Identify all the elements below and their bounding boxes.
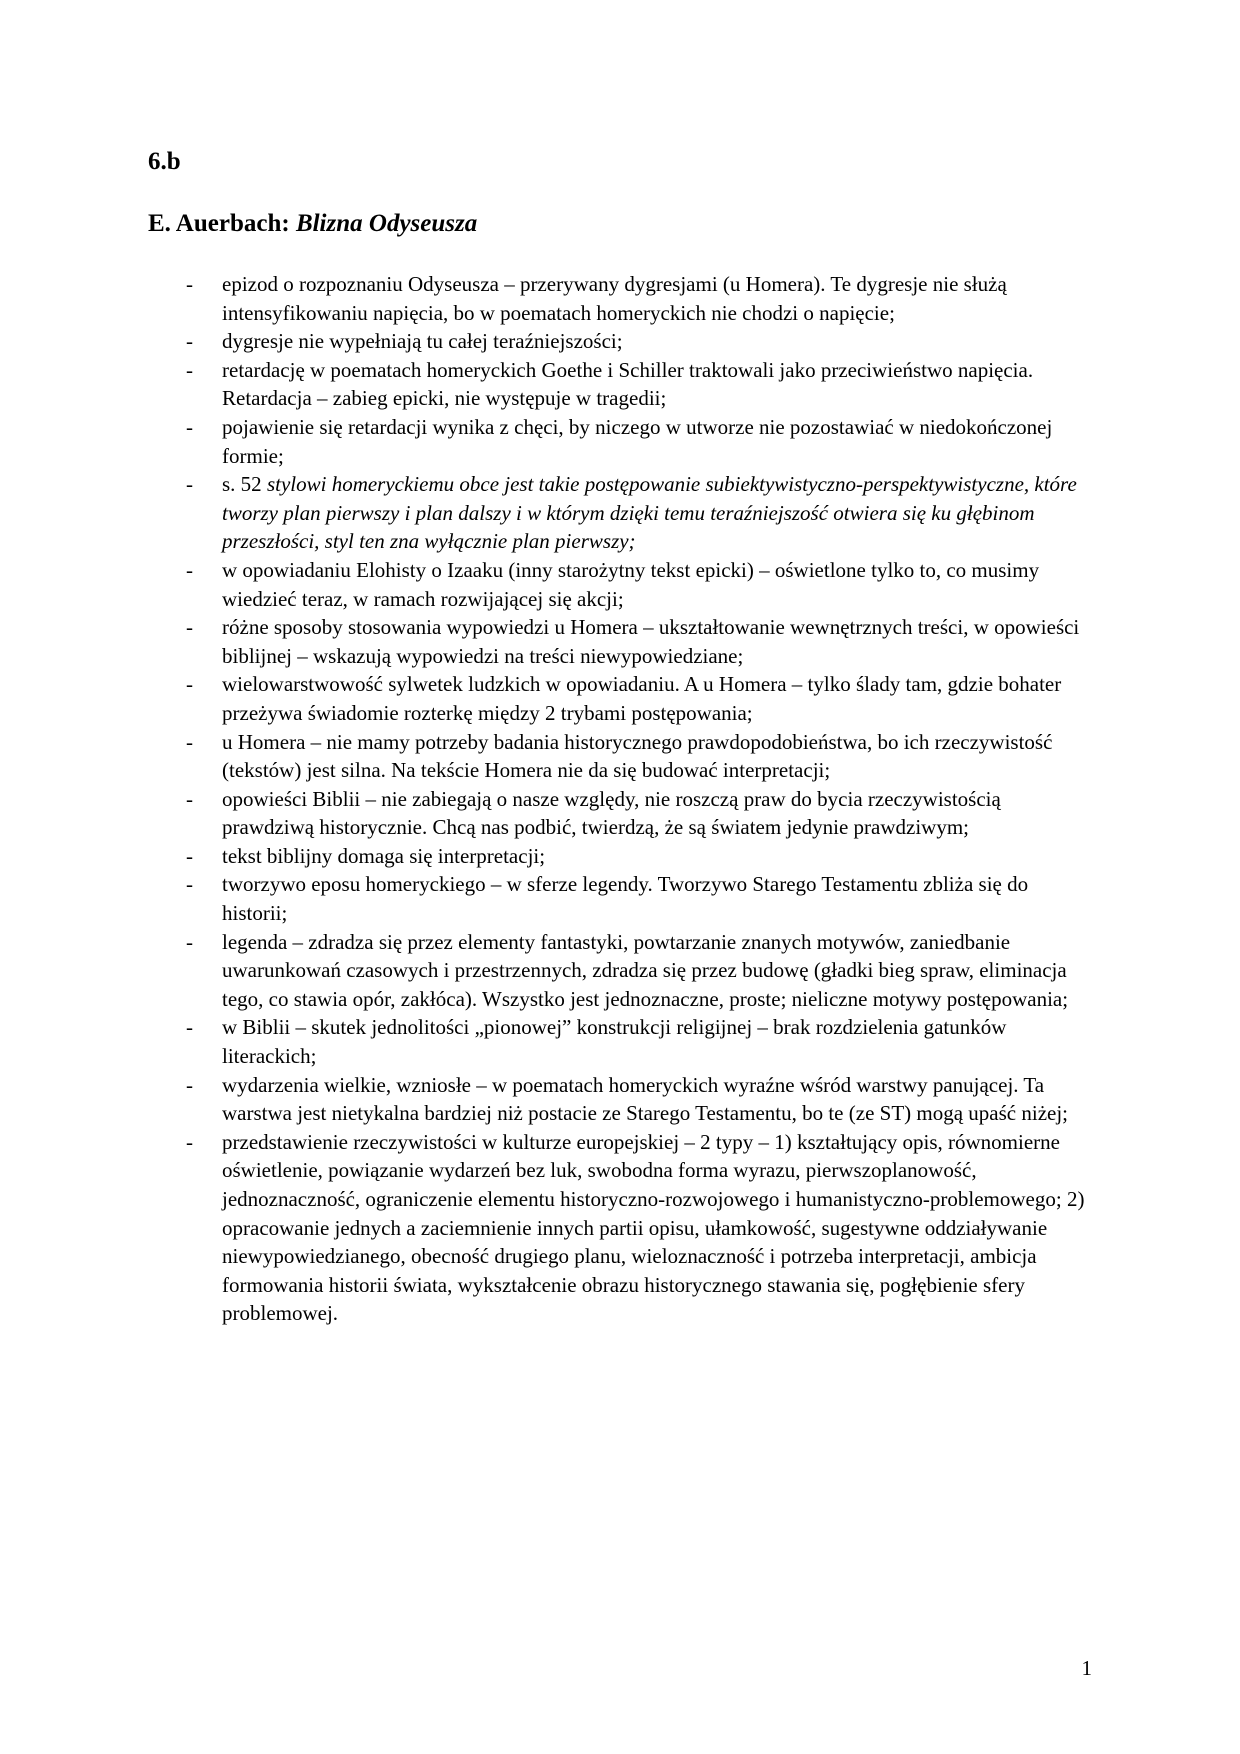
bullet-dash: - [186, 786, 193, 811]
list-item [186, 270, 1092, 327]
list-item-quote: stylowi homeryckiemu obce jest takie postępowanie subiektywistyczno-perspektywistyczne, które tworzy plan pierwszy i plan dalszy i w którym dzięki temu teraźniejszość otwiera się ku głębinom przeszłości, styl ten zna wyłącznie plan pierwszy; [222, 472, 1077, 554]
list-item [186, 1071, 1092, 1128]
list-item [186, 613, 1092, 670]
list-item-text: retardację w poematach homeryckich Goethe i Schiller traktowali jako przeciwieństwo napięcia. Retardacja – zabieg epicki, nie występuje w tragedii; [222, 357, 1034, 411]
list-item-text: tworzywo eposu homeryckiego – w sferze legendy. Tworzywo Starego Testamentu zbliża się do historii; [222, 872, 1029, 926]
list-item-text: dygresje nie wypełniają tu całej teraźniejszości; [222, 329, 623, 354]
bullet-dash: - [186, 843, 193, 868]
list-item-text: tekst biblijny domaga się interpretacji; [222, 843, 546, 868]
bullet-dash: - [186, 872, 193, 897]
list-item [186, 670, 1092, 727]
bullet-dash: - [186, 472, 193, 497]
list-item-text: u Homera – nie mamy potrzeby badania historycznego prawdopodobieństwa, bo ich rzeczywistość (tekstów) jest silna. Na tekście Homera nie da się budować interpretacji; [222, 729, 1053, 783]
title-work: Blizna Odyseusza [295, 210, 478, 237]
list-item [186, 556, 1092, 613]
title-author: E. Auerbach: [148, 210, 296, 237]
list-item-text: pojawienie się retardacji wynika z chęci, by niczego w utworze nie pozostawiać w niedokończonej formie; [222, 414, 1053, 468]
bullet-dash: - [186, 414, 193, 439]
bullet-dash: - [186, 729, 193, 754]
bullet-dash: - [186, 357, 193, 382]
list-item-text: w Biblii – skutek jednolitości „pionowej” konstrukcji religijnej – brak rozdzielenia gatunków literackich; [222, 1015, 1007, 1069]
list-item-text: w opowiadaniu Elohisty o Izaaku (inny starożytny tekst epicki) – oświetlone tylko to, co musimy wiedzieć teraz, w ramach rozwijającej się akcji; [222, 557, 1040, 611]
list-item-text: wydarzenia wielkie, wzniosłe – w poematach homeryckich wyraźne wśród warstwy panującej. Ta warstwa jest nietykalna bardziej niż postacie ze Starego Testamentu, bo te (ze ST) mogą upaść niżej; [222, 1072, 1068, 1126]
bullet-dash: - [186, 1129, 193, 1154]
list-item [186, 842, 1092, 871]
list-item [186, 928, 1092, 1014]
document-title [148, 208, 477, 240]
section-number: 6.b [148, 148, 181, 175]
bullet-dash: - [186, 272, 193, 296]
list-item [186, 470, 1092, 556]
bullet-dash: - [186, 557, 193, 582]
bullet-dash: - [186, 1072, 193, 1097]
bullet-dash: - [186, 1015, 193, 1040]
list-item [186, 1013, 1092, 1070]
list-item [186, 785, 1092, 842]
list-item [186, 413, 1092, 470]
bullet-dash: - [186, 329, 193, 354]
list-item-text: wielowarstwowość sylwetek ludzkich w opowiadaniu. A u Homera – tylko ślady tam, gdzie bohater przeżywa świadomie rozterkę między 2 trybami postępowania; [222, 672, 1062, 725]
list-item-text: opowieści Biblii – nie zabiegają o nasze względy, nie roszczą praw do bycia rzeczywistością prawdziwą historycznie. Chcą nas podbić, twierdzą, że są światem jedynie prawdziwym; [222, 786, 1001, 840]
list-item-text: legenda – zdradza się przez elementy fantastyki, powtarzanie znanych motywów, zaniedbanie uwarunkowań czasowych i przestrzennych, zdradza się przez budowę (gładki bieg spraw, eliminacja tego, co stawia opór, zakłóca). Wszystko jest jednoznaczne, proste; nieliczne motywy postępowania; [222, 929, 1069, 1011]
bullet-dash: - [186, 929, 193, 954]
list-item-text: przedstawienie rzeczywistości w kulturze europejskiej – 2 typy – 1) kształtujący opis, równomierne oświetlenie, powiązanie wydarzeń bez luk, swobodna forma wyrazu, pierwszoplanowość, jednoznaczność, ograniczenie elementu historyczno-rozwojowego i humanistyczno-problemowego; 2) opracowanie jednych a zaciemnienie innych partii opisu, ułamkowość, sugestywne oddziaływanie niewypowiedzianego, obecność drugiego planu, wieloznaczność i potrzeba interpretacji, ambicja formowania historii świata, wykształcenie obrazu historycznego stawania się, pogłębienie sfery problemowej. [222, 1129, 1085, 1326]
bullet-dash: - [186, 615, 193, 640]
list-item-text: s. 52 [222, 472, 267, 497]
page-number: 1 [1081, 1656, 1092, 1680]
list-item [186, 870, 1092, 927]
list-item-text: epizod o rozpoznaniu Odyseusza – przerywany dygresjami (u Homera). Te dygresje nie służą intensyfikowaniu napięcia, bo w poematach homeryckich nie chodzi o napięcie; [222, 272, 1007, 325]
list-item [186, 728, 1092, 785]
notes-list [186, 270, 1092, 1328]
bullet-dash: - [186, 672, 193, 697]
list-item [186, 327, 1092, 356]
list-item-text: różne sposoby stosowania wypowiedzi u Homera – ukształtowanie wewnętrznych treści, w opowieści biblijnej – wskazują wypowiedzi na treści niewypowiedziane; [222, 615, 1080, 668]
list-item [186, 356, 1092, 413]
list-item [186, 1128, 1092, 1328]
